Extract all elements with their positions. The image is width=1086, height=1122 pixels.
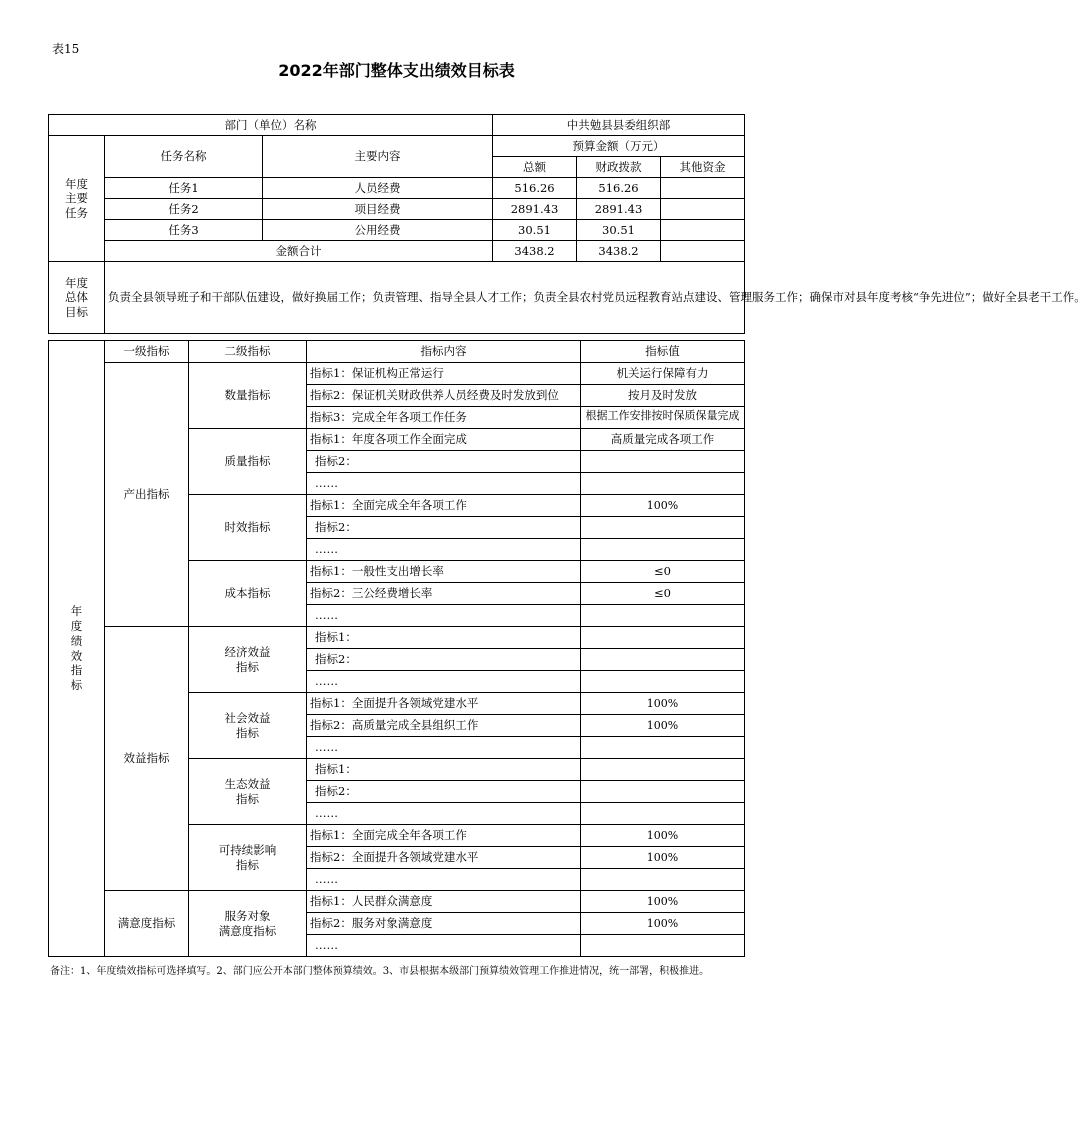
indicator-content: …… bbox=[307, 737, 581, 759]
indicator-content: …… bbox=[307, 869, 581, 891]
service-label-1: 服务对象 bbox=[224, 909, 271, 924]
budget-header: 预算金额（万元） bbox=[493, 136, 745, 157]
sum-other bbox=[661, 241, 745, 262]
service-label-2: 满意度指标 bbox=[218, 923, 277, 938]
tasks-group-label: 年度 主要 任务 bbox=[49, 136, 105, 262]
task-content-header: 主要内容 bbox=[263, 136, 493, 178]
other-header: 其他资金 bbox=[661, 157, 745, 178]
indicator-value: 按月及时发放 bbox=[581, 385, 745, 407]
task-name: 任务1 bbox=[105, 178, 263, 199]
quantity-label: 数量指标 bbox=[189, 363, 307, 429]
indicator-value bbox=[581, 649, 745, 671]
page-title: 2022年部门整体支出绩效目标表 bbox=[278, 61, 515, 80]
indicator-content: 指标2： bbox=[307, 781, 581, 803]
indicator-content: 指标2： bbox=[307, 517, 581, 539]
indicator-content: 指标1：人民群众满意度 bbox=[307, 891, 581, 913]
economic-label bbox=[189, 627, 307, 693]
service-label bbox=[189, 891, 307, 957]
task-other bbox=[661, 220, 745, 241]
dept-label: 部门（单位）名称 bbox=[49, 115, 493, 136]
table-row bbox=[49, 363, 745, 385]
sum-row bbox=[49, 241, 745, 262]
task-header-row bbox=[49, 136, 745, 157]
economic-label-1: 经济效益 bbox=[224, 645, 271, 660]
sum-label: 金额合计 bbox=[105, 241, 493, 262]
table-row bbox=[49, 178, 745, 199]
indicator-content: 指标1：一般性支出增长率 bbox=[307, 561, 581, 583]
indicator-value bbox=[581, 539, 745, 561]
indicator-content: 指标1：全面提升各领域党建水平 bbox=[307, 693, 581, 715]
indicator-value: 100% bbox=[581, 913, 745, 935]
indicator-content: …… bbox=[307, 473, 581, 495]
timeliness-label: 时效指标 bbox=[189, 495, 307, 561]
sum-total: 3438.2 bbox=[493, 241, 577, 262]
sustainable-label-2: 指标 bbox=[236, 857, 259, 872]
indicator-content: …… bbox=[307, 605, 581, 627]
indicator-content: 指标1： bbox=[307, 627, 581, 649]
sum-fiscal: 3438.2 bbox=[577, 241, 661, 262]
task-other bbox=[661, 199, 745, 220]
fiscal-header: 财政拨款 bbox=[577, 157, 661, 178]
indicator-content: 指标1：全面完成全年各项工作 bbox=[307, 495, 581, 517]
indicator-content: 指标1：全面完成全年各项工作 bbox=[307, 825, 581, 847]
indicator-content: 指标1： bbox=[307, 759, 581, 781]
task-name-header: 任务名称 bbox=[105, 136, 263, 178]
total-header: 总额 bbox=[493, 157, 577, 178]
ecological-label-2: 指标 bbox=[236, 791, 259, 806]
content-header: 指标内容 bbox=[307, 341, 581, 363]
output-label: 产出指标 bbox=[105, 363, 189, 627]
table-row bbox=[49, 199, 745, 220]
indicator-value bbox=[581, 627, 745, 649]
indicator-header-row bbox=[49, 341, 745, 363]
indicator-value: 100% bbox=[581, 715, 745, 737]
task-name: 任务3 bbox=[105, 220, 263, 241]
satisfaction-label: 满意度指标 bbox=[105, 891, 189, 957]
indicator-value: 机关运行保障有力 bbox=[581, 363, 745, 385]
indicator-content: …… bbox=[307, 935, 581, 957]
social-label-2: 指标 bbox=[236, 725, 259, 740]
indicator-value bbox=[581, 451, 745, 473]
page-label: 表15 bbox=[52, 42, 80, 56]
indicator-content: 指标2：三公经费增长率 bbox=[307, 583, 581, 605]
table-row bbox=[49, 627, 745, 649]
indicator-value bbox=[581, 605, 745, 627]
indicator-content: 指标1：保证机构正常运行 bbox=[307, 363, 581, 385]
indicator-value: 高质量完成各项工作 bbox=[581, 429, 745, 451]
indicator-value bbox=[581, 671, 745, 693]
task-content: 公用经费 bbox=[263, 220, 493, 241]
indicator-content: 指标2：服务对象满意度 bbox=[307, 913, 581, 935]
economic-label-2: 指标 bbox=[236, 659, 259, 674]
indicator-value bbox=[581, 869, 745, 891]
indicator-content: 指标2：全面提升各领域党建水平 bbox=[307, 847, 581, 869]
indicator-table bbox=[48, 340, 745, 957]
task-content: 项目经费 bbox=[263, 199, 493, 220]
task-fiscal: 30.51 bbox=[577, 220, 661, 241]
indicator-value bbox=[581, 473, 745, 495]
dept-value: 中共勉县县委组织部 bbox=[493, 115, 745, 136]
task-fiscal: 2891.43 bbox=[577, 199, 661, 220]
indicator-value: 100% bbox=[581, 847, 745, 869]
annual-goal-row bbox=[49, 262, 745, 334]
indicator-value: ≤0 bbox=[581, 583, 745, 605]
dept-row bbox=[49, 115, 745, 136]
indicator-content: 指标2：高质量完成全县组织工作 bbox=[307, 715, 581, 737]
indicators-group-label: 年 度 绩 效 指 标 bbox=[49, 341, 105, 957]
level2-header: 二级指标 bbox=[189, 341, 307, 363]
task-total: 2891.43 bbox=[493, 199, 577, 220]
ecological-label-1: 生态效益 bbox=[224, 777, 271, 792]
indicator-value: 100% bbox=[581, 891, 745, 913]
indicator-content: 指标2： bbox=[307, 649, 581, 671]
social-label bbox=[189, 693, 307, 759]
indicator-content: …… bbox=[307, 803, 581, 825]
budget-table bbox=[48, 114, 1086, 334]
footnote: 备注：1、年度绩效指标可选择填写。2、部门应公开本部门整体预算绩效。3、市县根据本级部门预算绩效管理工作推进情况，统一部署，积极推进。 bbox=[50, 966, 710, 977]
indicator-content: 指标3：完成全年各项工作任务 bbox=[307, 407, 581, 429]
task-other bbox=[661, 178, 745, 199]
indicator-value bbox=[581, 517, 745, 539]
cost-label: 成本指标 bbox=[189, 561, 307, 627]
value-header: 指标值 bbox=[581, 341, 745, 363]
annual-goal-label: 年度 总体 目标 bbox=[49, 262, 105, 334]
indicator-value: 100% bbox=[581, 825, 745, 847]
indicator-value bbox=[581, 781, 745, 803]
indicator-value: 100% bbox=[581, 693, 745, 715]
task-fiscal: 516.26 bbox=[577, 178, 661, 199]
annual-goal-text: 负责全县领导班子和干部队伍建设，做好换届工作；负责管理、指导全县人才工作；负责全县农村党员远程教育站点建设、管理服务工作；确保市对县年度考核“争先进位”；做好全县老干工作。 bbox=[105, 262, 745, 334]
indicator-value: ≤0 bbox=[581, 561, 745, 583]
task-name: 任务2 bbox=[105, 199, 263, 220]
table-row bbox=[49, 220, 745, 241]
indicator-value bbox=[581, 759, 745, 781]
social-label-1: 社会效益 bbox=[224, 711, 271, 726]
quality-label: 质量指标 bbox=[189, 429, 307, 495]
level1-header: 一级指标 bbox=[105, 341, 189, 363]
indicator-value bbox=[581, 803, 745, 825]
indicator-value bbox=[581, 737, 745, 759]
benefit-label: 效益指标 bbox=[105, 627, 189, 891]
indicator-content: 指标2：保证机关财政供养人员经费及时发放到位 bbox=[307, 385, 581, 407]
indicator-content: …… bbox=[307, 539, 581, 561]
indicator-value: 根据工作安排按时保质保量完成 bbox=[585, 408, 740, 422]
table-row bbox=[49, 891, 745, 913]
task-total: 30.51 bbox=[493, 220, 577, 241]
indicator-content: 指标2： bbox=[307, 451, 581, 473]
indicator-value bbox=[581, 935, 745, 957]
indicator-value: 100% bbox=[581, 495, 745, 517]
sustainable-label-1: 可持续影响 bbox=[218, 843, 277, 858]
indicator-content: 指标1：年度各项工作全面完成 bbox=[307, 429, 581, 451]
ecological-label bbox=[189, 759, 307, 825]
indicator-content: …… bbox=[307, 671, 581, 693]
task-total: 516.26 bbox=[493, 178, 577, 199]
sustainable-label bbox=[189, 825, 307, 891]
task-content: 人员经费 bbox=[263, 178, 493, 199]
